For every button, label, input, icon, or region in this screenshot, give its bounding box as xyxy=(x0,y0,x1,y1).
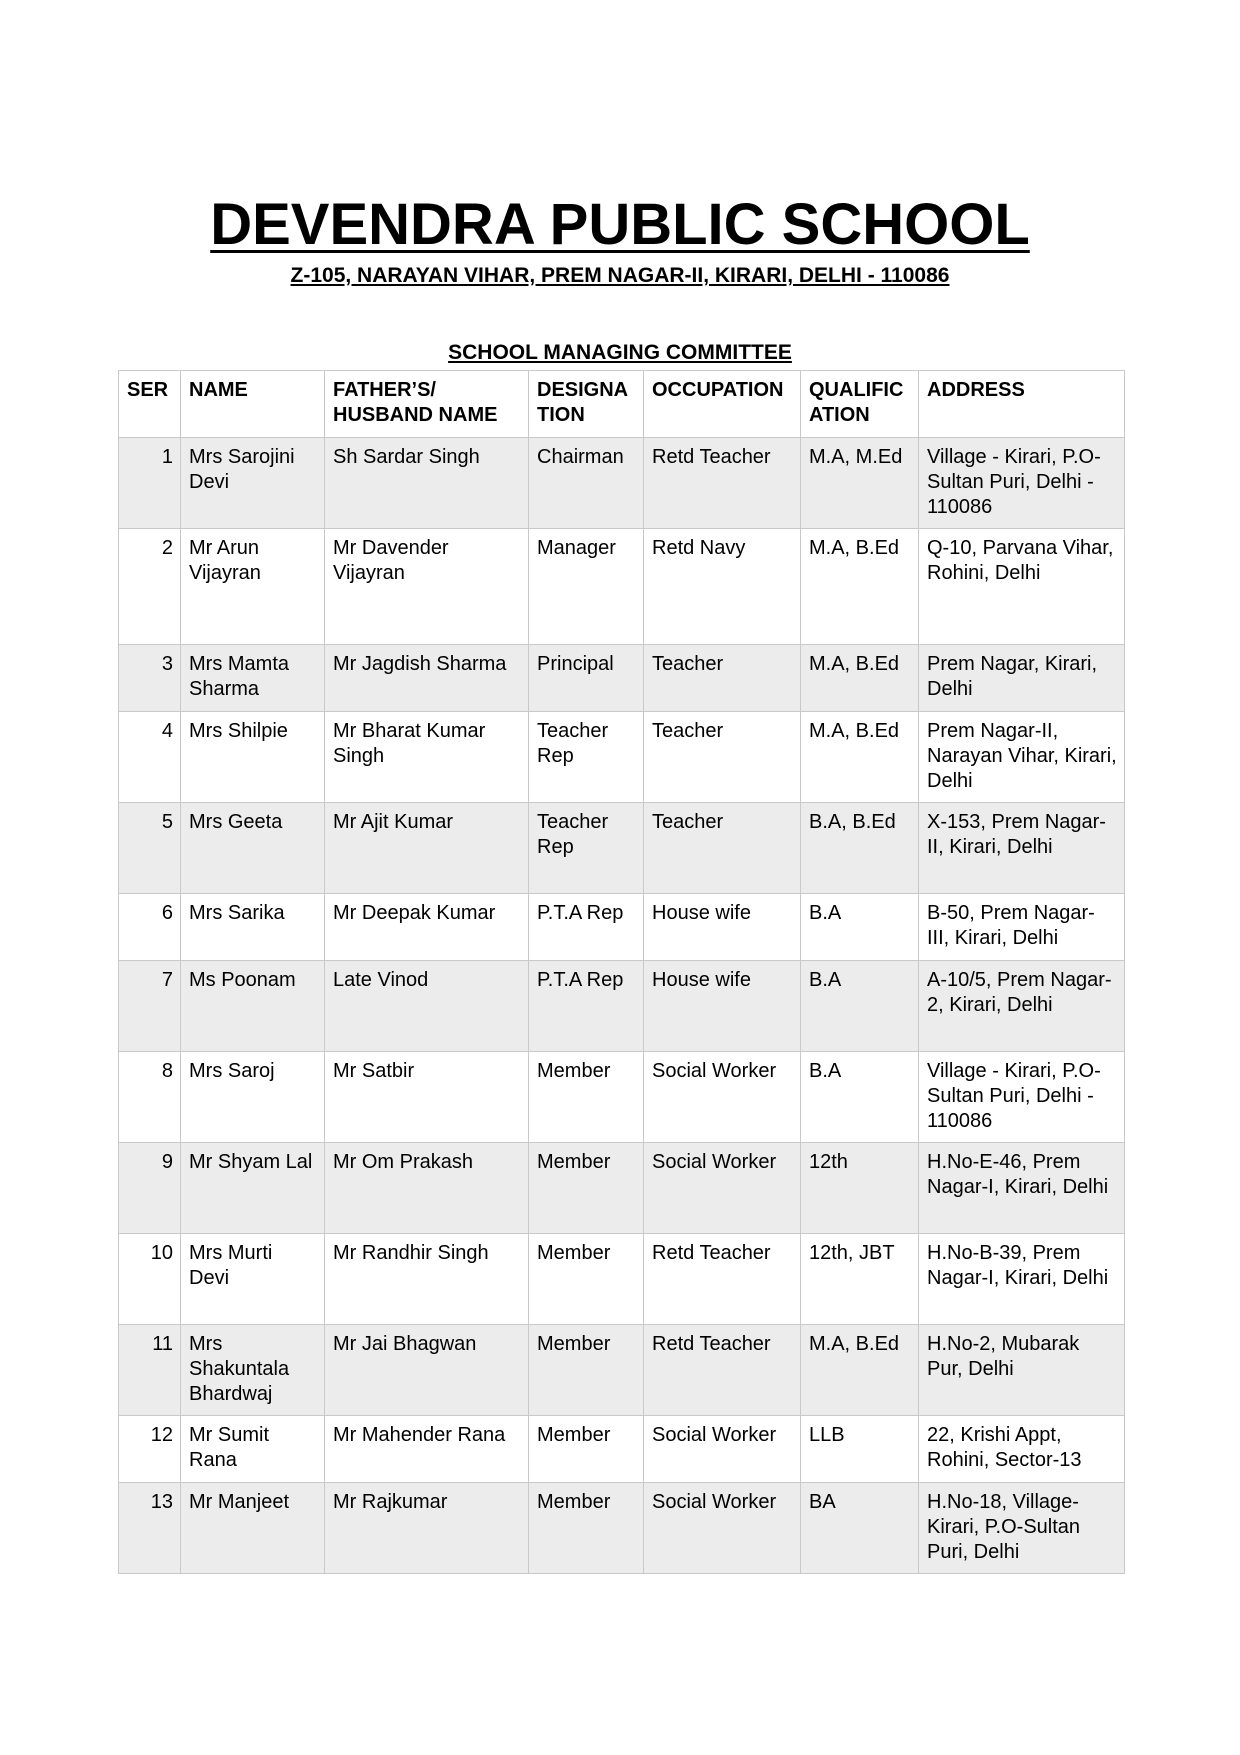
cell-occupation: Retd Teacher xyxy=(644,1325,801,1416)
section-title: SCHOOL MANAGING COMMITTEE xyxy=(448,341,792,364)
header-father-husband-name: FATHER’S/ HUSBAND NAME xyxy=(325,371,529,438)
cell-ser: 5 xyxy=(119,803,181,894)
cell-name: Mrs Murti Devi xyxy=(181,1234,325,1325)
cell-name: Mr Shyam Lal xyxy=(181,1143,325,1234)
cell-name: Mr Sumit Rana xyxy=(181,1416,325,1483)
cell-occupation: Social Worker xyxy=(644,1052,801,1143)
cell-designation: Teacher Rep xyxy=(529,803,644,894)
cell-ser: 4 xyxy=(119,712,181,803)
cell-ser: 1 xyxy=(119,438,181,529)
cell-father-husband-name: Late Vinod xyxy=(325,961,529,1052)
cell-ser: 6 xyxy=(119,894,181,961)
table-row xyxy=(119,1325,1125,1416)
cell-father-husband-name: Mr Deepak Kumar xyxy=(325,894,529,961)
header-name: NAME xyxy=(181,371,325,438)
header-row xyxy=(119,371,1125,438)
cell-name: Mrs Shilpie xyxy=(181,712,325,803)
cell-name: Ms Poonam xyxy=(181,961,325,1052)
table-row xyxy=(119,529,1125,645)
cell-occupation: Teacher xyxy=(644,803,801,894)
header-qualification: QUALIFIC ATION xyxy=(801,371,919,438)
cell-qualification: B.A xyxy=(801,961,919,1052)
table-row xyxy=(119,803,1125,894)
cell-name: Mr Manjeet xyxy=(181,1483,325,1574)
cell-qualification: M.A, B.Ed xyxy=(801,712,919,803)
cell-address: X-153, Prem Nagar-II, Kirari, Delhi xyxy=(919,803,1125,894)
cell-name: Mrs Sarojini Devi xyxy=(181,438,325,529)
cell-designation: Member xyxy=(529,1143,644,1234)
cell-father-husband-name: Mr Jai Bhagwan xyxy=(325,1325,529,1416)
cell-designation: Member xyxy=(529,1234,644,1325)
table-row xyxy=(119,1234,1125,1325)
cell-designation: Member xyxy=(529,1483,644,1574)
cell-ser: 9 xyxy=(119,1143,181,1234)
cell-address: Prem Nagar-II, Narayan Vihar, Kirari, Delhi xyxy=(919,712,1125,803)
cell-ser: 2 xyxy=(119,529,181,645)
cell-ser: 7 xyxy=(119,961,181,1052)
table-row xyxy=(119,438,1125,529)
table-row xyxy=(119,961,1125,1052)
cell-designation: Chairman xyxy=(529,438,644,529)
cell-designation: P.T.A Rep xyxy=(529,961,644,1052)
table-row xyxy=(119,1052,1125,1143)
cell-father-husband-name: Mr Ajit Kumar xyxy=(325,803,529,894)
cell-ser: 11 xyxy=(119,1325,181,1416)
header-ser: SER xyxy=(119,371,181,438)
cell-ser: 13 xyxy=(119,1483,181,1574)
cell-qualification: M.A, B.Ed xyxy=(801,645,919,712)
cell-qualification: M.A, B.Ed xyxy=(801,529,919,645)
cell-qualification: B.A, B.Ed xyxy=(801,803,919,894)
table-header xyxy=(119,371,1125,438)
table-row xyxy=(119,1143,1125,1234)
cell-occupation: Social Worker xyxy=(644,1416,801,1483)
cell-designation: Teacher Rep xyxy=(529,712,644,803)
cell-designation: Member xyxy=(529,1416,644,1483)
cell-father-husband-name: Mr Bharat Kumar Singh xyxy=(325,712,529,803)
cell-address: H.No-E-46, Prem Nagar-I, Kirari, Delhi xyxy=(919,1143,1125,1234)
header-occupation: OCCUPATION xyxy=(644,371,801,438)
cell-address: Village - Kirari, P.O-Sultan Puri, Delhi - 110086 xyxy=(919,1052,1125,1143)
cell-qualification: B.A xyxy=(801,1052,919,1143)
cell-name: Mr Arun Vijayran xyxy=(181,529,325,645)
cell-father-husband-name: Mr Davender Vijayran xyxy=(325,529,529,645)
cell-address: 22, Krishi Appt, Rohini, Sector-13 xyxy=(919,1416,1125,1483)
cell-occupation: House wife xyxy=(644,961,801,1052)
cell-father-husband-name: Mr Jagdish Sharma xyxy=(325,645,529,712)
cell-qualification: B.A xyxy=(801,894,919,961)
cell-occupation: Teacher xyxy=(644,712,801,803)
school-name-text: DEVENDRA PUBLIC SCHOOL xyxy=(210,192,1030,257)
table-row xyxy=(119,645,1125,712)
cell-father-husband-name: Mr Mahender Rana xyxy=(325,1416,529,1483)
cell-father-husband-name: Mr Om Prakash xyxy=(325,1143,529,1234)
cell-occupation: Social Worker xyxy=(644,1483,801,1574)
cell-ser: 10 xyxy=(119,1234,181,1325)
cell-occupation: Social Worker xyxy=(644,1143,801,1234)
table-row xyxy=(119,1416,1125,1483)
cell-qualification: M.A, M.Ed xyxy=(801,438,919,529)
cell-address: Village - Kirari, P.O-Sultan Puri, Delhi - 110086 xyxy=(919,438,1125,529)
school-name-heading xyxy=(0,192,1240,259)
cell-name: Mrs Shakuntala Bhardwaj xyxy=(181,1325,325,1416)
cell-designation: Manager xyxy=(529,529,644,645)
cell-father-husband-name: Mr Rajkumar xyxy=(325,1483,529,1574)
table-row xyxy=(119,894,1125,961)
cell-qualification: BA xyxy=(801,1483,919,1574)
cell-address: H.No-2, Mubarak Pur, Delhi xyxy=(919,1325,1125,1416)
cell-name: Mrs Sarika xyxy=(181,894,325,961)
table-row xyxy=(119,1483,1125,1574)
cell-father-husband-name: Mr Randhir Singh xyxy=(325,1234,529,1325)
cell-ser: 8 xyxy=(119,1052,181,1143)
cell-address: H.No-18, Village-Kirari, P.O-Sultan Puri, Delhi xyxy=(919,1483,1125,1574)
committee-table xyxy=(118,370,1125,1574)
cell-address: Prem Nagar, Kirari, Delhi xyxy=(919,645,1125,712)
cell-father-husband-name: Mr Satbir xyxy=(325,1052,529,1143)
cell-address: B-50, Prem Nagar-III, Kirari, Delhi xyxy=(919,894,1125,961)
cell-qualification: 12th xyxy=(801,1143,919,1234)
cell-designation: Member xyxy=(529,1052,644,1143)
table-body xyxy=(119,438,1125,1574)
cell-occupation: Retd Teacher xyxy=(644,438,801,529)
cell-name: Mrs Mamta Sharma xyxy=(181,645,325,712)
cell-ser: 12 xyxy=(119,1416,181,1483)
cell-qualification: M.A, B.Ed xyxy=(801,1325,919,1416)
cell-father-husband-name: Sh Sardar Singh xyxy=(325,438,529,529)
cell-name: Mrs Saroj xyxy=(181,1052,325,1143)
cell-designation: Principal xyxy=(529,645,644,712)
cell-occupation: Retd Teacher xyxy=(644,1234,801,1325)
cell-ser: 3 xyxy=(119,645,181,712)
cell-address: Q-10, Parvana Vihar, Rohini, Delhi xyxy=(919,529,1125,645)
cell-designation: P.T.A Rep xyxy=(529,894,644,961)
cell-address: A-10/5, Prem Nagar-2, Kirari, Delhi xyxy=(919,961,1125,1052)
cell-occupation: House wife xyxy=(644,894,801,961)
table-row xyxy=(119,712,1125,803)
header-designation: DESIGNA TION xyxy=(529,371,644,438)
cell-occupation: Teacher xyxy=(644,645,801,712)
cell-address: H.No-B-39, Prem Nagar-I, Kirari, Delhi xyxy=(919,1234,1125,1325)
cell-designation: Member xyxy=(529,1325,644,1416)
header-address: ADDRESS xyxy=(919,371,1125,438)
school-address: Z-105, NARAYAN VIHAR, PREM NAGAR-II, KIRARI, DELHI - 110086 xyxy=(290,264,950,287)
cell-qualification: 12th, JBT xyxy=(801,1234,919,1325)
cell-qualification: LLB xyxy=(801,1416,919,1483)
cell-occupation: Retd Navy xyxy=(644,529,801,645)
cell-name: Mrs Geeta xyxy=(181,803,325,894)
